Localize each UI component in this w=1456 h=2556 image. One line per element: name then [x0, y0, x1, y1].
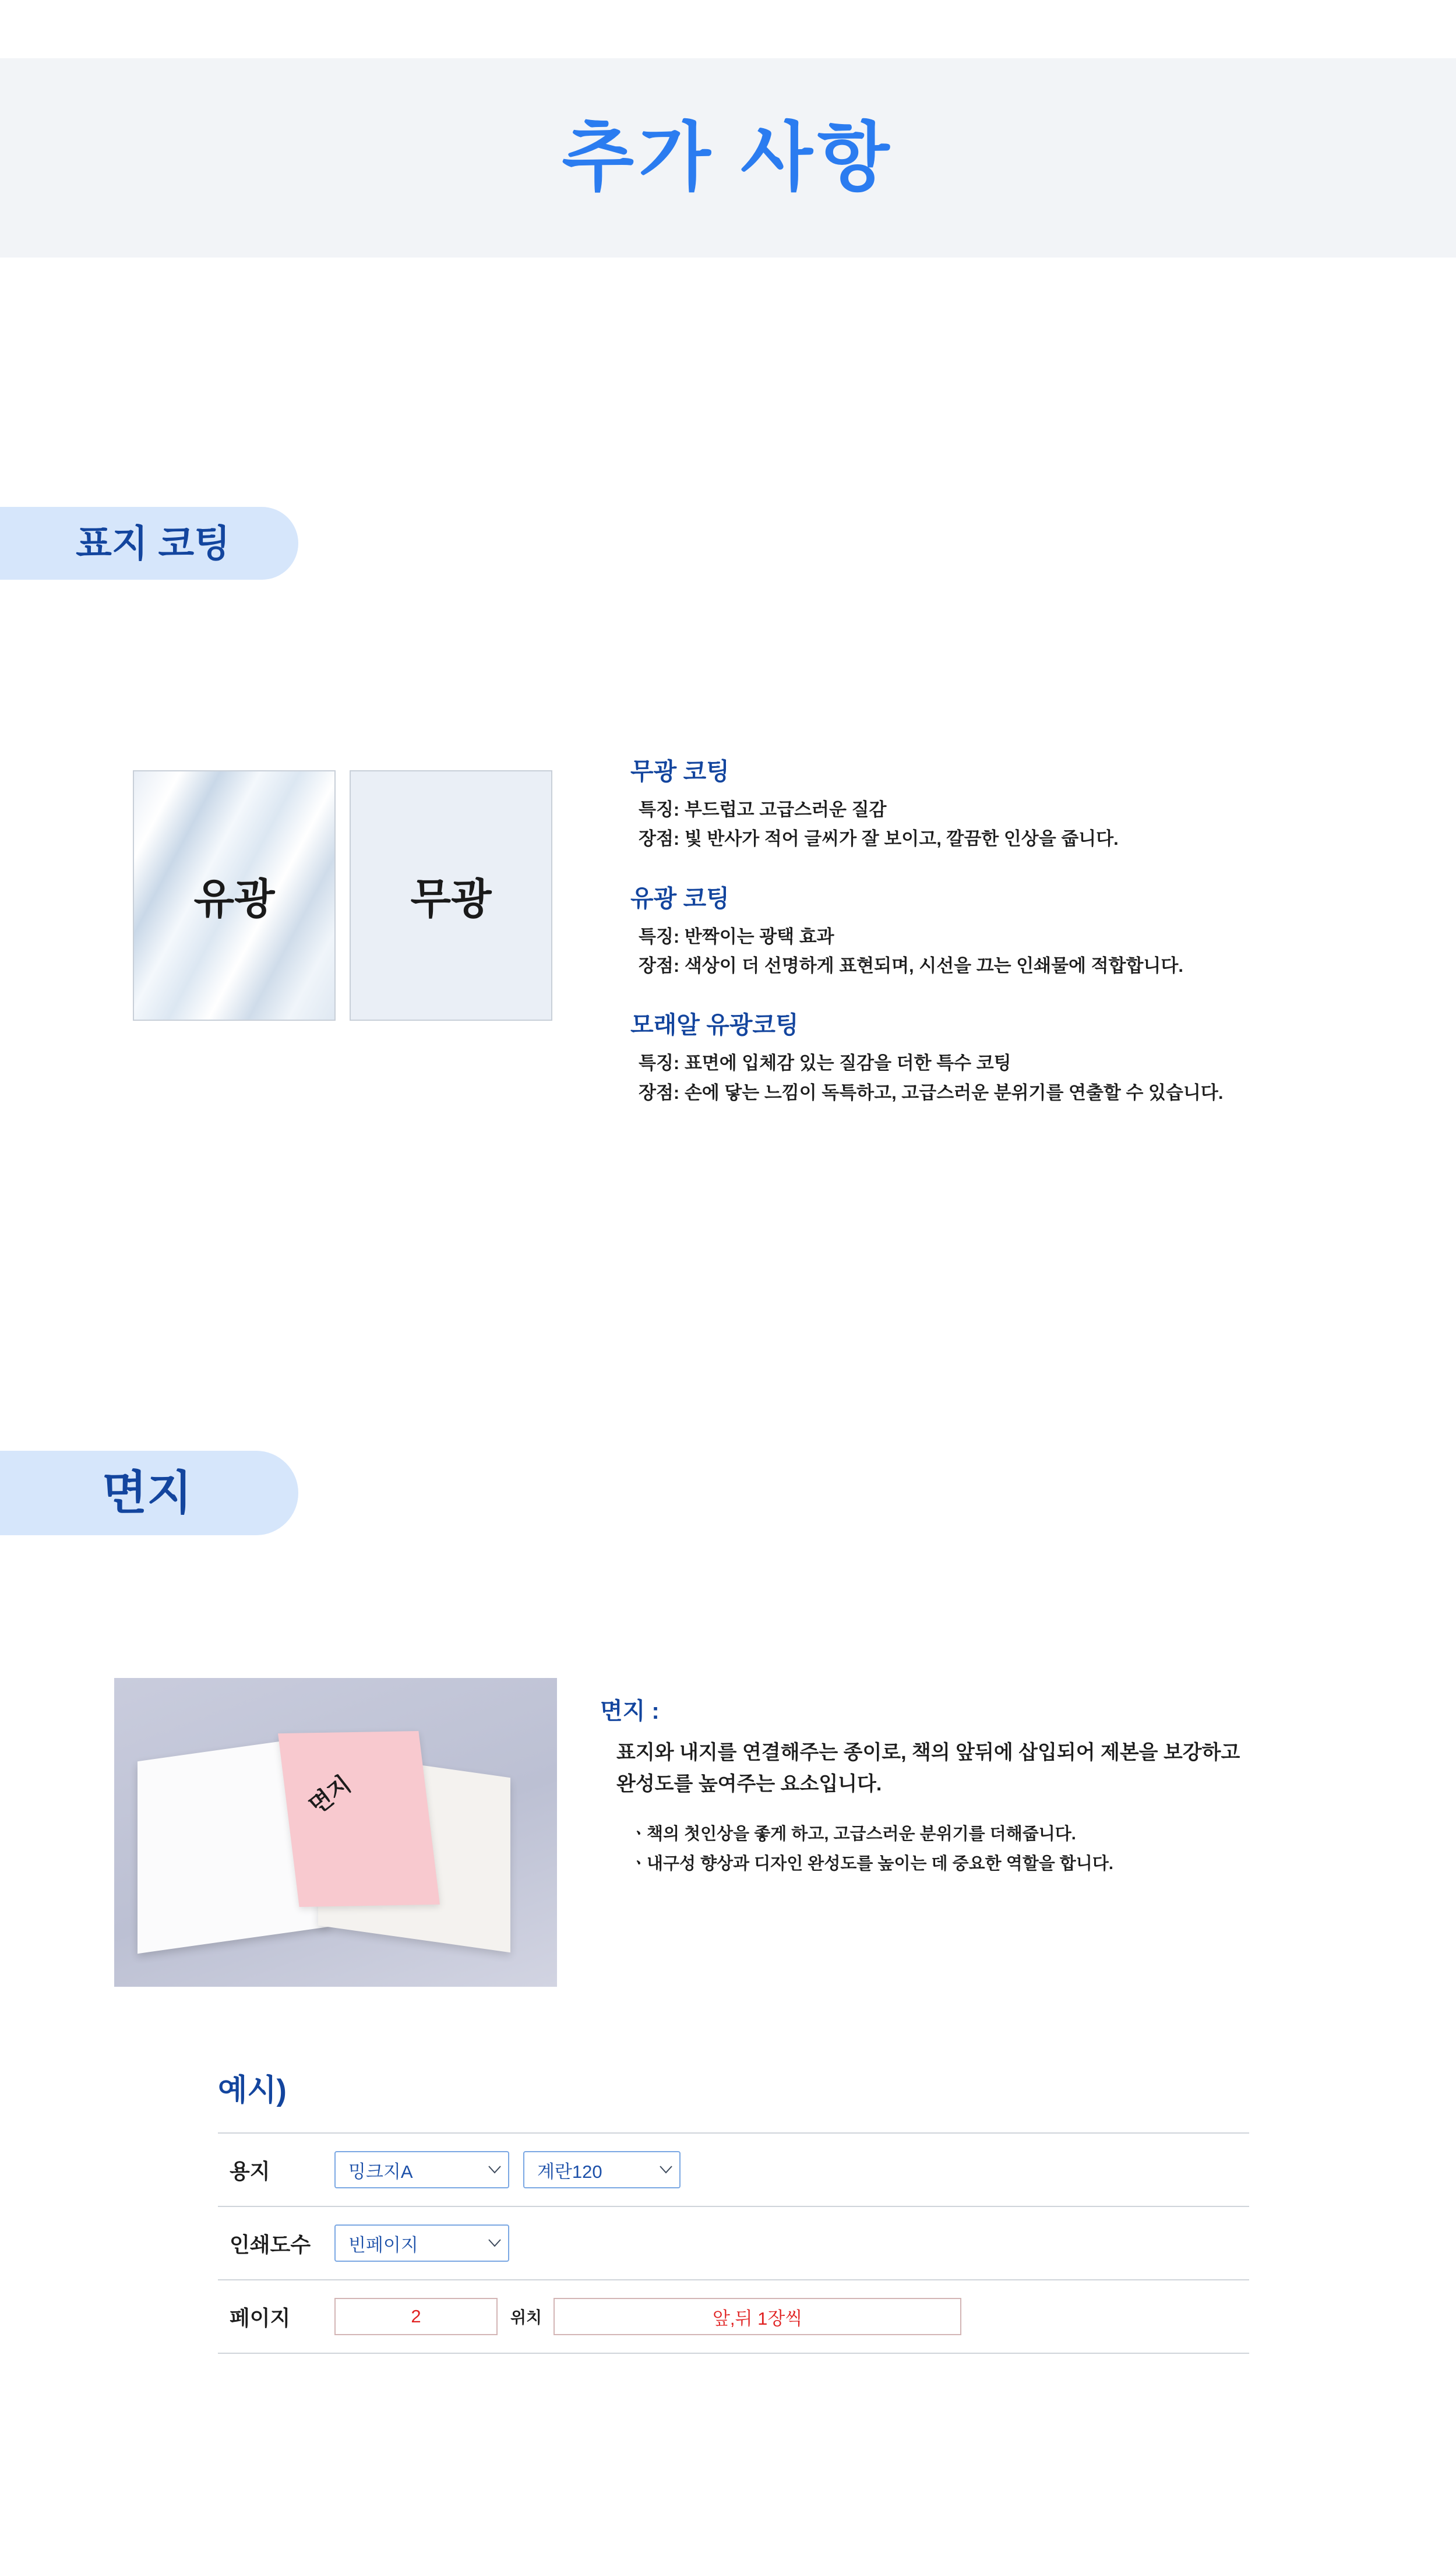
endpaper-photo-pink-sheet	[278, 1731, 440, 1907]
endpaper-bullet-1: ㆍ책의 첫인상을 좋게 하고, 고급스러운 분위기를 더해줍니다.	[630, 1825, 1076, 1844]
coating-description-list	[630, 757, 1405, 1108]
sample-swatch-matte	[350, 770, 552, 1021]
chevron-down-icon	[653, 2166, 679, 2174]
coating-item-matte-merit: 장점: 빛 반사가 적어 글씨가 잘 보이고, 깔끔한 인상을 줍니다.	[639, 829, 1119, 849]
page-position-label: 위치	[510, 2308, 542, 2326]
endpaper-description-body-line1: 표지와 내지를 연결해주는 종이로, 책의 앞뒤에 삽입되어 제본을 보강하고	[616, 1741, 1240, 1764]
endpaper-photo	[114, 1678, 557, 1987]
section-label-endpaper-text: 면지	[102, 1466, 192, 1519]
example-form-table	[218, 2132, 1249, 2354]
coating-item-matte-heading: 무광 코팅	[630, 758, 729, 785]
coating-item-gloss	[630, 884, 1405, 981]
form-row-paper-label: 용지	[230, 2159, 270, 2183]
endpaper-description-body	[600, 1737, 1410, 1800]
section-label-cover-coating	[0, 507, 298, 580]
sample-swatch-gloss	[133, 770, 336, 1021]
coating-item-matte-feature: 특징: 부드럽고 고급스러운 질감	[639, 799, 887, 820]
chevron-down-icon	[481, 2239, 508, 2247]
coating-item-sand-gloss-feature: 특징: 표면에 입체감 있는 질감을 더한 특수 코팅	[639, 1053, 1011, 1074]
example-heading: 예시)	[218, 2074, 287, 2107]
coating-item-gloss-feature: 특징: 반짝이는 광택 효과	[639, 926, 834, 947]
form-row-paper	[218, 2132, 1249, 2207]
paper-weight-select-value: 계란120	[537, 2161, 602, 2182]
coating-item-gloss-heading: 유광 코팅	[630, 884, 729, 912]
paper-type-select[interactable]	[334, 2151, 509, 2188]
print-colors-select[interactable]	[334, 2224, 509, 2262]
coating-item-sand-gloss-merit: 장점: 손에 닿는 느낌이 독특하고, 고급스러운 분위기를 연출할 수 있습니다.	[639, 1082, 1224, 1103]
page-title: 추가 사항	[562, 116, 894, 199]
sample-swatch-matte-label: 무광	[410, 876, 492, 923]
coating-item-matte	[630, 757, 1405, 854]
page-count-input-value: 2	[411, 2306, 421, 2326]
endpaper-description-title: 면지 :	[600, 1698, 660, 1724]
print-colors-select-value: 빈페이지	[348, 2234, 418, 2255]
paper-weight-select[interactable]	[523, 2151, 681, 2188]
coating-item-sand-gloss-heading: 모래알 유광코팅	[630, 1011, 799, 1039]
section-label-endpaper	[0, 1451, 298, 1535]
endpaper-description-body-line2: 완성도를 높여주는 요소입니다.	[616, 1772, 882, 1795]
page-position-input-value: 앞,뒤 1장씩	[712, 2308, 803, 2329]
endpaper-photo-label: 면지	[304, 1771, 356, 1820]
form-row-print-colors-label: 인쇄도수	[230, 2232, 311, 2257]
section-label-cover-coating-text: 표지 코팅	[76, 522, 231, 565]
form-row-pages-label: 페이지	[230, 2305, 291, 2330]
form-row-print-colors	[218, 2207, 1249, 2280]
sample-swatch-gloss-label: 유광	[193, 876, 275, 923]
endpaper-bullet-2: ㆍ내구성 향상과 디자인 완성도를 높이는 데 중요한 역할을 합니다.	[630, 1855, 1113, 1874]
chevron-down-icon	[481, 2166, 508, 2174]
form-row-pages	[218, 2280, 1249, 2354]
header-banner	[0, 58, 1456, 258]
page-position-input[interactable]	[554, 2298, 961, 2335]
coating-item-gloss-merit: 장점: 색상이 더 선명하게 표현되며, 시선을 끄는 인쇄물에 적합합니다.	[639, 956, 1183, 976]
paper-type-select-value: 밍크지A	[348, 2161, 413, 2182]
page-count-input[interactable]	[334, 2298, 498, 2335]
coating-item-sand-gloss	[630, 1011, 1405, 1108]
endpaper-description	[600, 1693, 1410, 1879]
